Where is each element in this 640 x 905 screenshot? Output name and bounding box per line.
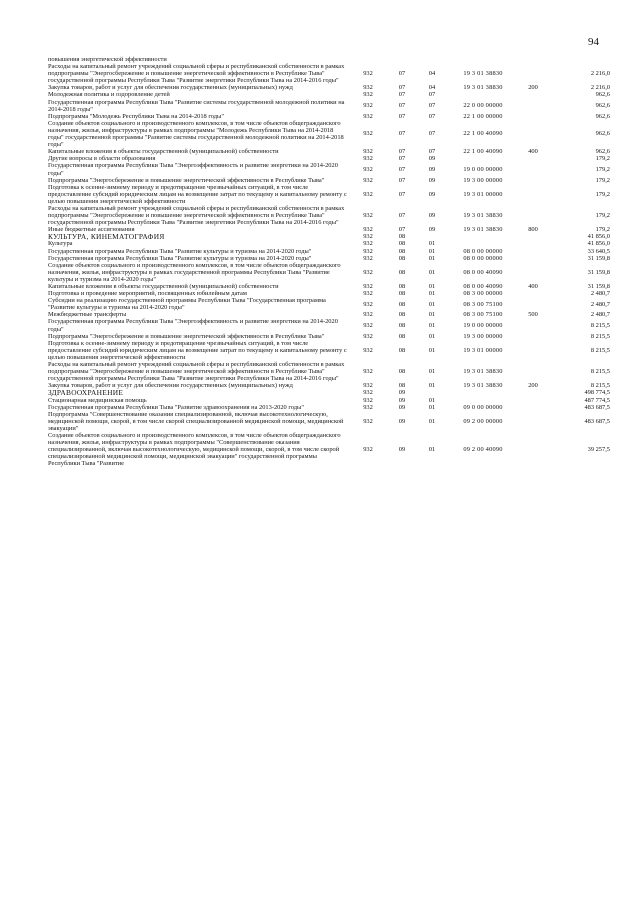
section-code — [388, 56, 416, 63]
table-row — [48, 361, 610, 382]
row-name: Расходы на капитальный ремонт учреждений социальной сферы и республиканской собственности в рамках подпрограммы "Энергосбережение и повышение энергетической эффективности в Республике Тыва" государственной программы Республики Тыва "Развитие энергетики Республики Тыва на 2014-2016 годы" — [48, 204, 345, 227]
amount: 8 215,5 — [590, 368, 610, 376]
article-code — [448, 397, 518, 404]
expense-type-code — [518, 297, 548, 311]
amount: 8 215,5 — [590, 382, 610, 390]
subsection-code: 09 — [428, 226, 436, 234]
ministry-code: 932 — [363, 102, 373, 110]
table-row — [48, 148, 610, 155]
section-code: 07 — [398, 165, 406, 173]
subsection-code: 01 — [428, 332, 436, 340]
amount: 2 480,7 — [590, 290, 610, 298]
section-code: 08 — [398, 290, 406, 298]
article-code: 19 3 00 00000 — [463, 176, 503, 184]
row-name: Государственная программа Республики Тыва "Развитие здравоохранения на 2013-2020 годы" — [48, 403, 304, 411]
ministry-code: 932 — [363, 226, 373, 234]
row-name: Подпрограмма "Энергосбережение и повышение энергетической эффективности в Республике Тыва" — [48, 176, 325, 184]
expense-type-code — [518, 155, 548, 162]
subsection-code — [416, 233, 448, 240]
subsection-code: 01 — [428, 283, 436, 290]
article-code: 19 3 01 38830 — [463, 226, 503, 234]
ministry-code: 932 — [363, 254, 373, 262]
article-code — [448, 389, 518, 396]
amount: 2 216,0 — [590, 84, 610, 92]
table-row — [48, 318, 610, 332]
ministry-code: 932 — [363, 322, 373, 330]
ministry-code: 932 — [363, 396, 373, 404]
table-row — [48, 382, 610, 389]
table-row — [48, 205, 610, 226]
section-code: 07 — [398, 130, 406, 138]
expense-type-code: 800 — [528, 226, 538, 234]
ministry-code: 932 — [363, 190, 373, 198]
amount: 41 856,0 — [587, 233, 610, 241]
section-code: 08 — [398, 268, 406, 276]
subsection-code: 01 — [428, 240, 436, 248]
amount: 8 215,5 — [590, 332, 610, 340]
section-code: 08 — [398, 240, 406, 248]
table-row — [48, 290, 610, 297]
subsection-code: 09 — [428, 176, 436, 184]
subsection-code: 07 — [428, 112, 436, 120]
ministry-code: 932 — [363, 311, 373, 319]
ministry-code: 932 — [363, 403, 373, 411]
ministry-code: 932 — [363, 389, 373, 397]
section-code: 07 — [398, 155, 406, 163]
expense-type-code — [518, 255, 548, 262]
expense-type-code — [518, 411, 548, 432]
article-code: 08 0 00 40090 — [463, 268, 503, 276]
amount: 179,2 — [595, 165, 610, 173]
amount: 962,6 — [595, 148, 610, 156]
article-code: 22 1 00 00000 — [463, 112, 503, 120]
row-name: Расходы на капитальный ремонт учреждений социальной сферы и республиканской собственности в рамках подпрограммы "Энергосбережение и повышение энергетической эффективности в Республике Тыва" государственной программы Республики Тыва "Развитие энергетики Республики Тыва на 2014-2016 годы" — [48, 361, 345, 383]
table-row — [48, 297, 610, 311]
row-name: Подготовка к осенне-зимнему периоду и предотвращение чрезвычайных ситуаций, в том числе предоставление субсидий юридическим лицам на возмещение затрат по текущему и капитальному ремонту с целью повышения энергетической эффективности — [48, 339, 347, 361]
amount: 487 774,5 — [584, 396, 610, 404]
ministry-code: 932 — [363, 91, 373, 99]
ministry-code: 932 — [363, 417, 373, 425]
expense-type-code — [518, 205, 548, 226]
article-code: 19 3 01 00000 — [463, 190, 503, 198]
subsection-code: 01 — [428, 382, 436, 390]
table-row — [48, 311, 610, 318]
row-name: Другие вопросы в области образования — [48, 155, 156, 163]
ministry-code: 932 — [363, 176, 373, 184]
row-name: Стационарная медицинская помощь — [48, 396, 147, 404]
expense-type-code: 200 — [528, 84, 538, 92]
table-row — [48, 99, 610, 113]
expense-type-code — [518, 262, 548, 283]
subsection-code: 09 — [428, 165, 436, 173]
expense-type-code: 400 — [528, 148, 538, 156]
ministry-code: 932 — [363, 382, 373, 390]
subsection-code: 04 — [428, 70, 436, 78]
article-code: 22 0 00 00000 — [463, 102, 503, 110]
article-code: 22 1 00 40090 — [463, 130, 503, 138]
amount: 2 480,7 — [590, 311, 610, 319]
article-code: 19 0 00 00000 — [463, 165, 503, 173]
expense-type-code — [518, 333, 548, 340]
expense-type-code — [518, 177, 548, 184]
table-row — [48, 240, 610, 247]
expense-type-code: 400 — [528, 283, 538, 290]
table-row — [48, 248, 610, 255]
article-code: 08 3 00 00000 — [463, 290, 503, 298]
table-row — [48, 411, 610, 432]
row-name: Государственная программа Республики Тыва "Энергоэффективность и развитие энергетики на 2014-2020 годы" — [48, 162, 338, 177]
expense-type-code — [518, 162, 548, 176]
subsection-code: 09 — [428, 190, 436, 198]
section-code: 07 — [398, 226, 406, 234]
ministry-code: 932 — [363, 212, 373, 220]
ministry-code: 932 — [363, 148, 373, 156]
subsection-code: 01 — [428, 368, 436, 376]
expense-type-code — [518, 63, 548, 84]
amount: 483 687,5 — [584, 417, 610, 425]
table-row — [48, 404, 610, 411]
subsection-code: 07 — [428, 91, 436, 99]
table-row — [48, 389, 610, 396]
section-code: 08 — [398, 332, 406, 340]
article-code: 19 3 01 00000 — [463, 346, 503, 354]
row-name: Создание объектов социального и производственного комплексов, в том числе объектов общегражданского назначения, жилья, инфраструктуры в рамках подпрограммы "Молодежь Республики Тыва на 2014-2018 годы" государственной программы "Развитие системы государственной молодежной политики на 2014-2018 годы" — [48, 119, 344, 149]
subsection-code: 09 — [428, 155, 436, 163]
ministry-code: 932 — [363, 446, 373, 454]
section-code: 09 — [398, 403, 406, 411]
expense-type-code — [518, 397, 548, 404]
row-name: Закупка товаров, работ и услуг для обеспечения государственных (муниципальных) нужд — [48, 382, 293, 390]
section-code: 08 — [398, 382, 406, 390]
amount — [548, 56, 610, 63]
row-name: Расходы на капитальный ремонт учреждений социальной сферы и республиканской собственности в рамках подпрограммы "Энергосбережение и повышение энергетической эффективности в Республике Тыва" государственной программы Республики Тыва "Развитие энергетики Республики Тыва на 2014-2016 годы" — [48, 63, 345, 85]
expense-type-code — [518, 99, 548, 113]
subsection-code — [416, 56, 448, 63]
expense-type-code — [518, 340, 548, 361]
expense-type-code — [518, 404, 548, 411]
amount: 179,2 — [595, 226, 610, 234]
section-code: 08 — [398, 300, 406, 308]
row-name: Межбюджетные трансферты — [48, 311, 127, 319]
row-name: Иные бюджетные ассигнования — [48, 226, 135, 234]
table-row — [48, 262, 610, 283]
section-code: 08 — [398, 247, 406, 255]
table-row — [48, 432, 610, 467]
table-row — [48, 91, 610, 98]
amount: 483 687,5 — [584, 403, 610, 411]
amount: 2 480,7 — [590, 300, 610, 308]
ministry-code: 932 — [363, 70, 373, 78]
section-code: 07 — [398, 84, 406, 92]
amount: 33 640,5 — [587, 247, 610, 255]
subsection-code: 01 — [428, 446, 436, 454]
section-code: 08 — [398, 283, 406, 290]
ministry-code: 932 — [363, 112, 373, 120]
article-code: 08 3 00 75100 — [463, 311, 503, 319]
expense-type-code — [518, 432, 548, 467]
article-code: 19 3 00 00000 — [463, 332, 503, 340]
expense-type-code — [518, 91, 548, 98]
ministry-code: 932 — [363, 233, 373, 241]
article-code: 08 0 00 00000 — [463, 254, 503, 262]
article-code: 08 0 00 00000 — [463, 247, 503, 255]
amount: 962,6 — [595, 91, 610, 99]
expense-type-code — [518, 184, 548, 205]
row-name: КУЛЬТУРА, КИНЕМАТОГРАФИЯ — [48, 232, 165, 242]
section-code: 09 — [398, 446, 406, 454]
ministry-code: 932 — [363, 332, 373, 340]
subsection-code: 01 — [428, 311, 436, 319]
row-name: Создание объектов социального и производственного комплексов, в том числе объектов общегражданского назначения, жилья, инфраструктуры в рамках подпрограммы "Совершенствование оказания специализированной, включая высокотехнологическую, медицинской помощи, скорой, в том числе скорой специализированной медицинской помощи, медицинской эвакуации" государственной программы Республики Тыва "Развитие — [48, 431, 341, 468]
subsection-code: 01 — [428, 396, 436, 404]
subsection-code: 04 — [428, 84, 436, 92]
amount: 2 216,0 — [590, 70, 610, 78]
table-row — [48, 155, 610, 162]
table-row — [48, 120, 610, 148]
expense-type-code — [518, 361, 548, 382]
subsection-code: 01 — [428, 254, 436, 262]
subsection-code: 09 — [428, 212, 436, 220]
section-code: 07 — [398, 102, 406, 110]
article-code: 08 0 00 40090 — [463, 283, 503, 290]
row-name: Государственная программа Республики Тыва "Развитие системы государственной молодежной политики на 2014-2018 годы" — [48, 98, 345, 113]
section-code: 07 — [398, 212, 406, 220]
article-code: 22 1 00 40090 — [463, 148, 503, 156]
article-code: 19 3 01 38830 — [463, 368, 503, 376]
table-row — [48, 162, 610, 176]
subsection-code: 07 — [428, 130, 436, 138]
row-name: Субсидии на реализацию государственной программы Республики Тыва "Государственная программа "Развитие культуры и туризма на 2014-2020 годы" — [48, 297, 326, 312]
table-row — [48, 340, 610, 361]
ministry-code: 932 — [363, 84, 373, 92]
ministry-code — [348, 56, 388, 63]
expense-type-code — [518, 233, 548, 240]
ministry-code: 932 — [363, 155, 373, 163]
table-row — [48, 84, 610, 91]
expense-type-code — [518, 240, 548, 247]
section-code: 08 — [398, 368, 406, 376]
row-name: Подготовка к осенне-зимнему периоду и предотвращение чрезвычайных ситуаций, в том числе предоставление субсидий юридическим лицам на возмещение затрат по текущему и капитальному ремонту с целью повышения энергетической эффективности — [48, 183, 347, 205]
table-row — [48, 283, 610, 290]
subsection-code: 01 — [428, 247, 436, 255]
row-name: Молодежная политика и оздоровление детей — [48, 91, 170, 99]
subsection-code: 01 — [428, 268, 436, 276]
budget-table-body — [48, 56, 610, 467]
expense-type-code: 200 — [528, 382, 538, 390]
row-name: Подпрограмма "Молодежь Республики Тыва на 2014-2018 годы" — [48, 112, 224, 120]
article-code: 19 0 00 00000 — [463, 322, 503, 330]
table-row — [48, 184, 610, 205]
row-name: ЗДРАВООХРАНЕНИЕ — [48, 388, 124, 398]
row-name: Культура — [48, 240, 73, 248]
expense-type-code — [518, 120, 548, 148]
expense-type-code — [518, 113, 548, 120]
section-code: 08 — [398, 311, 406, 319]
amount: 498 774,5 — [584, 389, 610, 397]
ministry-code: 932 — [363, 283, 373, 290]
expense-type-code: 500 — [528, 311, 538, 319]
subsection-code — [416, 389, 448, 396]
article-code: 08 3 00 75100 — [463, 300, 503, 308]
section-code: 08 — [398, 322, 406, 330]
amount: 179,2 — [595, 212, 610, 220]
article-code: 09 2 00 40090 — [463, 446, 503, 454]
ministry-code: 932 — [363, 130, 373, 138]
subsection-code: 01 — [428, 300, 436, 308]
article-code: 19 3 01 38830 — [463, 70, 503, 78]
article-code — [448, 56, 518, 63]
table-row — [48, 397, 610, 404]
ministry-code: 932 — [363, 165, 373, 173]
table-row — [48, 63, 610, 84]
section-code: 09 — [398, 389, 406, 397]
section-code: 07 — [398, 112, 406, 120]
page-number: 94 — [588, 36, 599, 48]
expense-type-code — [518, 318, 548, 332]
section-code: 07 — [398, 190, 406, 198]
amount: 41 856,0 — [587, 240, 610, 248]
expense-type-code — [518, 389, 548, 396]
amount: 31 159,8 — [587, 254, 610, 262]
expense-type-code — [518, 56, 548, 63]
section-code: 08 — [398, 254, 406, 262]
table-row — [48, 255, 610, 262]
expense-type-code — [518, 248, 548, 255]
section-code: 07 — [398, 91, 406, 99]
row-name: Капитальные вложения в объекты государственной (муниципальной) собственности — [48, 283, 279, 290]
article-code — [448, 240, 518, 247]
section-code: 07 — [398, 70, 406, 78]
ministry-code: 932 — [363, 290, 373, 298]
article-code: 09 0 00 00000 — [463, 403, 503, 411]
budget-table — [48, 56, 610, 467]
section-code: 07 — [398, 176, 406, 184]
row-name: Подпрограмма "Энергосбережение и повышение энергетической эффективности в Республике Тыва" — [48, 332, 325, 340]
amount: 31 159,8 — [587, 268, 610, 276]
row-name: Создание объектов социального и производственного комплексов, в том числе объектов общегражданского назначения, жилья, инфраструктуры в рамках государственной программы Республики Тыва "Развитие культуры и туризма на 2014-2020 годы" — [48, 261, 341, 283]
amount: 8 215,5 — [590, 346, 610, 354]
ministry-code: 932 — [363, 368, 373, 376]
subsection-code: 01 — [428, 290, 436, 298]
subsection-code: 01 — [428, 403, 436, 411]
ministry-code: 932 — [363, 247, 373, 255]
ministry-code: 932 — [363, 268, 373, 276]
amount: 179,2 — [595, 155, 610, 163]
article-code: 19 3 01 38830 — [463, 212, 503, 220]
row-name: Государственная программа Республики Тыва "Развитие культуры и туризма на 2014-2020 годы" — [48, 247, 312, 255]
amount: 179,2 — [595, 190, 610, 198]
table-row — [48, 233, 610, 240]
amount: 8 215,5 — [590, 322, 610, 330]
table-row — [48, 113, 610, 120]
ministry-code: 932 — [363, 346, 373, 354]
article-code: 19 3 01 38830 — [463, 84, 503, 92]
article-code — [448, 155, 518, 162]
row-name: Подготовка и проведение мероприятий, посвященных юбилейным датам — [48, 290, 247, 298]
ministry-code: 932 — [363, 300, 373, 308]
section-code: 07 — [398, 148, 406, 156]
article-code — [448, 91, 518, 98]
subsection-code: 07 — [428, 102, 436, 110]
section-code: 09 — [398, 417, 406, 425]
row-name: повышения энергетической эффективности — [48, 56, 167, 63]
article-code — [448, 233, 518, 240]
row-name: Капитальные вложения в объекты государственной (муниципальной) собственности — [48, 148, 279, 156]
table-row — [48, 177, 610, 184]
subsection-code: 07 — [428, 148, 436, 156]
table-row — [48, 333, 610, 340]
row-name: Государственная программа Республики Тыва "Энергоэффективность и развитие энергетики на 2014-2020 годы" — [48, 318, 338, 333]
article-code: 19 3 01 38830 — [463, 382, 503, 390]
amount: 962,6 — [595, 102, 610, 110]
section-code: 08 — [398, 233, 406, 241]
ministry-code: 932 — [363, 240, 373, 248]
subsection-code: 01 — [428, 322, 436, 330]
section-code: 08 — [398, 346, 406, 354]
row-name: Закупка товаров, работ и услуг для обеспечения государственных (муниципальных) нужд — [48, 84, 293, 92]
row-name: Подпрограмма "Совершенствование оказания специализированной, включая высокотехнологическую, медицинской помощи, скорой, в том числе скорой специализированной медицинской помощи, медицинской эвакуации" — [48, 410, 344, 432]
amount: 179,2 — [595, 176, 610, 184]
row-name: Государственная программа Республики Тыва "Развитие культуры и туризма на 2014-2020 годы" — [48, 254, 312, 262]
amount: 39 257,5 — [587, 446, 610, 454]
amount: 31 159,8 — [587, 283, 610, 290]
section-code: 09 — [398, 396, 406, 404]
table-row — [48, 56, 610, 63]
subsection-code: 01 — [428, 417, 436, 425]
amount: 962,6 — [595, 112, 610, 120]
article-code: 09 2 00 00000 — [463, 417, 503, 425]
subsection-code: 01 — [428, 346, 436, 354]
expense-type-code — [518, 290, 548, 297]
amount: 962,6 — [595, 130, 610, 138]
